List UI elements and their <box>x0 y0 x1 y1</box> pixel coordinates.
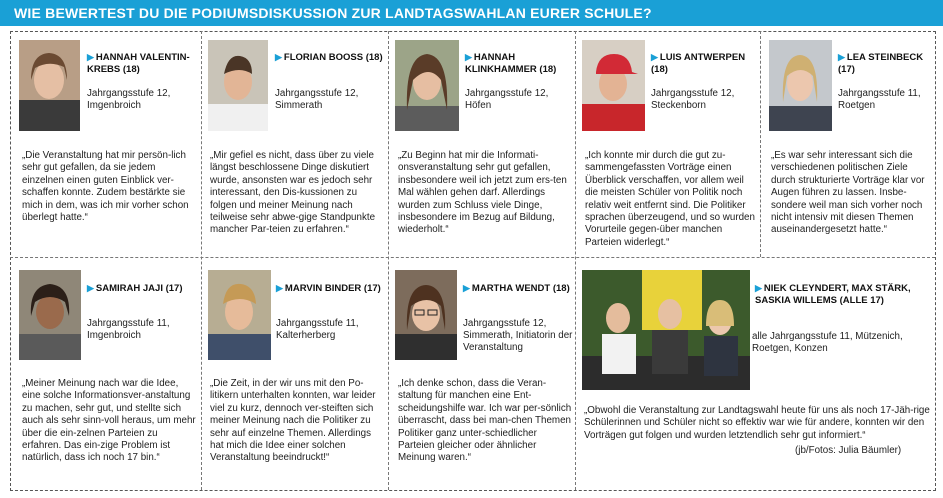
person-info: Jahrgangsstufe 12, Simmerath, Initiatorin der Veranstaltung <box>463 318 573 353</box>
person-name: ▶ LUIS ANTWERPEN (18) <box>651 52 746 75</box>
triangle-icon: ▶ <box>87 52 94 62</box>
col-divider-1 <box>201 31 202 490</box>
person-info: Jahrgangsstufe 11, Roetgen <box>838 88 921 111</box>
portrait-photo <box>395 270 457 360</box>
person-quote: „Ich denke schon, dass die Veran-staltung für manchen eine Ent-scheidungshilfe war. Ich war per-sönlich überrascht, dass bei man-chen Themen Politiker ganz unter-schiedlicher Parteien gleicher oder ähnlicher Meinung waren.“ <box>398 378 572 464</box>
person-quote: „Die Veranstaltung hat mir persön-lich sehr gut gefallen, da sie jedem einzelnen einen guten Einblick ver-schaffen konnte. Zudem bestärkte sie mich in dem, was ich mir vorher schon überlegt hatte.“ <box>22 150 189 224</box>
person-name: ▶ HANNAH KLINKHAMMER (18) <box>465 52 557 75</box>
headline: WIE BEWERTEST DU DIE PODIUMSDISKUSSION ZUR LANDTAGSWAHLAN EURER SCHULE? <box>14 5 652 21</box>
person-info: Jahrgangsstufe 11, Kalterherberg <box>276 318 359 341</box>
photo-credit: (jb/Fotos: Julia Bäumler) <box>795 445 902 456</box>
row-divider <box>10 257 935 258</box>
group-photo <box>582 270 750 390</box>
person-name: ▶ SAMIRAH JAJI (17) <box>87 283 183 294</box>
portrait-photo <box>208 40 268 131</box>
portrait-photo <box>582 40 645 131</box>
person-quote: „Obwohl die Veranstaltung zur Landtagswahl heute für uns als noch 17-Jäh-rige Schülerinnen und Schüler nicht so effektiv war wie für andere, konnten wir den Vorträgen gut folgen und wurden letztendlich sehr gut informiert.“ <box>584 405 930 441</box>
person-info: Jahrgangsstufe 12, Simmerath <box>275 88 359 111</box>
person-name: ▶ HANNAH VALENTIN-KREBS (18) <box>87 52 190 75</box>
portrait-photo <box>208 270 271 360</box>
person-quote: „Meiner Meinung nach war die Idee, eine solche Informationsver-anstaltung zu machen, sehr gut, und stellte sich auch als sehr sinn-voll heraus, um mehr über die ein-zelnen Parteien zu erfahren. Das ein-zige Problem ist natürlich, dass ich noch 17 bin.“ <box>22 378 196 464</box>
person-info: Jahrgangsstufe 12, Imgenbroich <box>87 88 171 111</box>
triangle-icon: ▶ <box>651 52 658 62</box>
headline-bar <box>0 0 943 26</box>
person-name: ▶ NIEK CLEYNDERT, MAX STÄRK, SASKIA WILLEMS (ALLE 17) <box>755 283 911 306</box>
person-info: Jahrgangsstufe 12, Höfen <box>465 88 549 111</box>
person-info: Jahrgangsstufe 12, Steckenborn <box>651 88 735 111</box>
triangle-icon: ▶ <box>276 283 283 293</box>
triangle-icon: ▶ <box>463 283 470 293</box>
portrait-photo <box>19 40 80 131</box>
person-quote: „Mir gefiel es nicht, dass über zu viele längst beschlossene Dinge diskutiert wurde, ansonsten war es jedoch sehr interessant, den Dis-kussionen zu folgen und meiner Meinung nach teilweise sehr abwe-gige Standpunkte mancher Par-teien zu erfahren.“ <box>210 150 376 236</box>
portrait-photo <box>19 270 81 360</box>
col-divider-2 <box>388 31 389 490</box>
person-info: alle Jahrgangsstufe 11, Mützenich, Roetgen, Konzen <box>752 331 903 354</box>
triangle-icon: ▶ <box>87 283 94 293</box>
portrait-photo <box>395 40 459 131</box>
triangle-icon: ▶ <box>465 52 472 62</box>
person-quote: „Zu Beginn hat mir die Informati-onsveranstaltung sehr gut gefallen, insbesondere weil ich jetzt zum ers-ten Mal wählen gehen darf. Allerdings wurden zum Schluss viele Dinge, insbesondere im Bezug auf Bildung, wiederholt.“ <box>398 150 567 236</box>
triangle-icon: ▶ <box>755 283 762 293</box>
person-quote: „Die Zeit, in der wir uns mit den Po-litikern unterhalten konnten, war leider viel zu kurz, dennoch ver-steiften sich meiner Meinung nach die Politiker zu sehr auf einzelne Themen. Allerdings hat mich die Idee einer solchen Veranstaltung beeindruckt!“ <box>210 378 376 464</box>
person-quote: „Ich konnte mir durch die gut zu-sammengefassten Vorträge einen Überblick verschaffen, vor allem weil die meisten Schüler von Politik noch relativ weit entfernt sind. Die Politiker sprachen überzeugend, und so wurden Vorurteile gegen-über manchen Parteien widerlegt.“ <box>585 150 755 248</box>
col-divider-4 <box>760 31 761 257</box>
person-info: Jahrgangsstufe 11, Imgenbroich <box>87 318 170 341</box>
person-name: ▶ LEA STEINBECK (17) <box>838 52 924 75</box>
triangle-icon: ▶ <box>838 52 845 62</box>
triangle-icon: ▶ <box>275 52 282 62</box>
person-quote: „Es war sehr interessant sich die verschiedenen politischen Ziele durch strukturierte Vorträge klar vor Augen führen zu lassen. Insbe-sondere weil man sich vorher noch nicht intensiv mit diesen Themen auseinandergesetzt hatte.“ <box>771 150 925 236</box>
person-name: ▶ MARVIN BINDER (17) <box>276 283 381 294</box>
person-name: ▶ MARTHA WENDT (18) <box>463 283 570 294</box>
col-divider-3 <box>575 31 576 490</box>
portrait-photo <box>769 40 832 131</box>
person-name: ▶ FLORIAN BOOSS (18) <box>275 52 383 63</box>
